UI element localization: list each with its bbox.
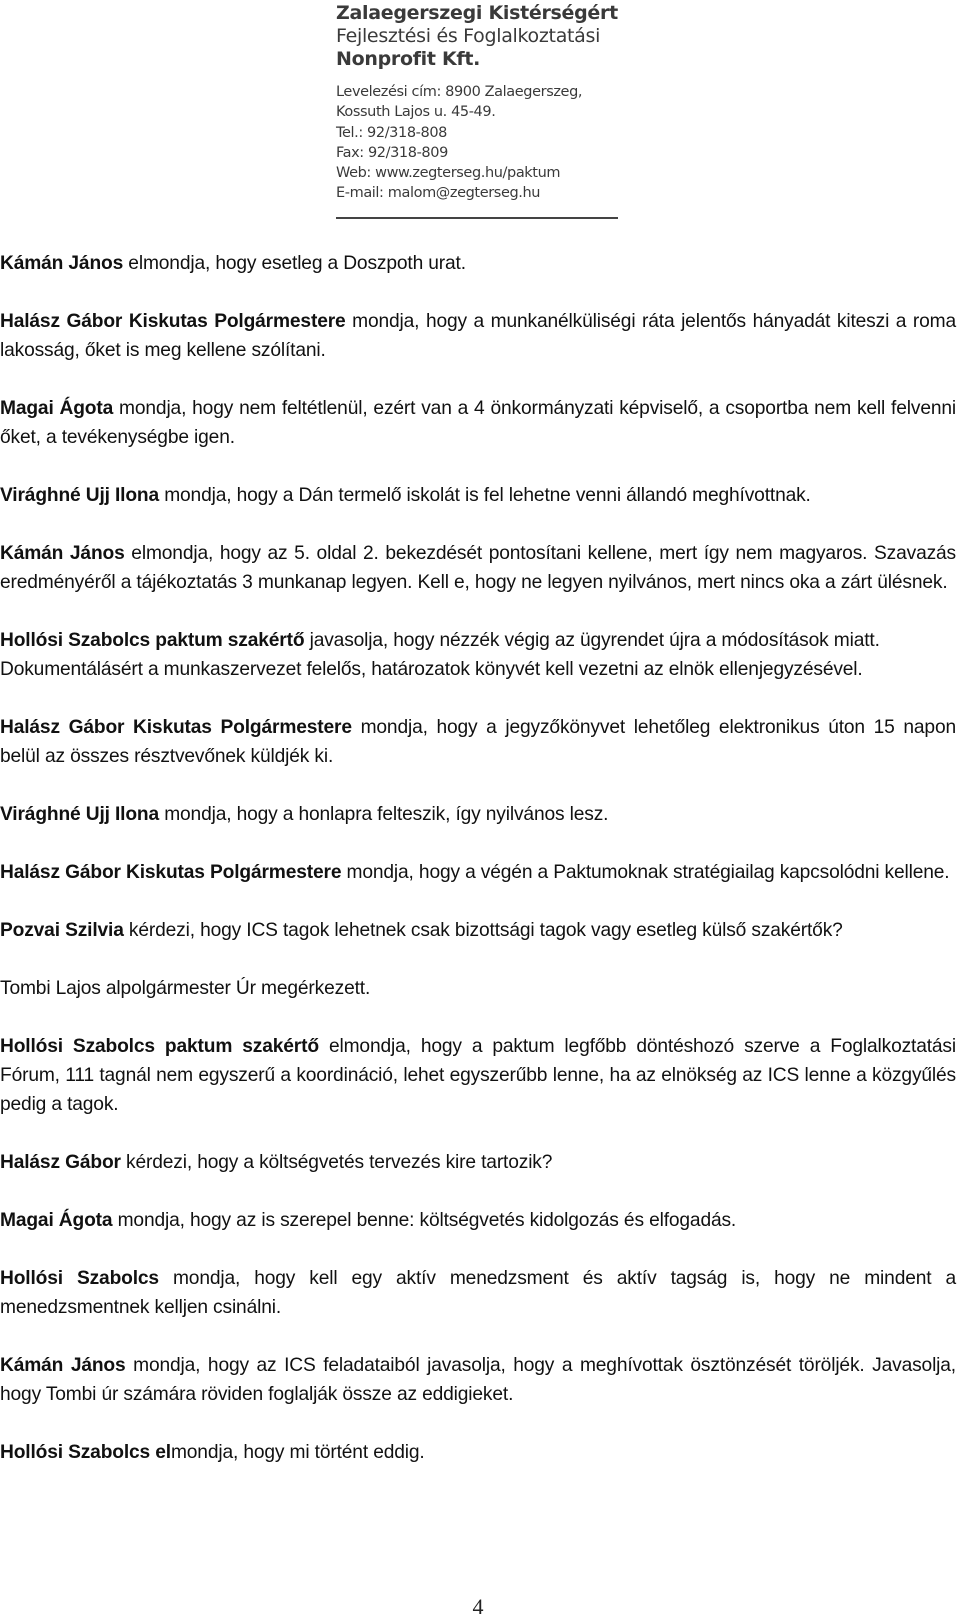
- paragraph: [0, 1351, 956, 1409]
- paragraph: [0, 1148, 956, 1177]
- letterhead: [336, 0, 618, 220]
- org-name-line-1: Zalaegerszegi Kistérségért: [336, 2, 618, 24]
- speaker-name: Halász Gábor Kiskutas Polgármestere: [0, 311, 346, 332]
- paragraph-text: mondja, hogy kell egy aktív menedzsment és aktív tagság is, hogy ne mindent a menedzsmentnek kelljen csinálni.: [0, 1268, 956, 1318]
- speaker-name: Hollósi Szabolcs el: [0, 1442, 171, 1463]
- org-name-line-3: Nonprofit Kft.: [336, 48, 481, 70]
- paragraph-text: mondja, hogy az is szerepel benne: költségvetés kidolgozás és elfogadás.: [112, 1210, 737, 1231]
- paragraph-text: mondja, hogy mi történt eddig.: [170, 1442, 425, 1463]
- paragraph: [0, 1032, 956, 1119]
- speaker-name: Hollósi Szabolcs paktum szakértő: [0, 1036, 319, 1057]
- speaker-name: Hollósi Szabolcs paktum szakértő: [0, 630, 305, 651]
- paragraph: [0, 249, 956, 278]
- paragraph-text: elmondja, hogy a paktum legfőbb döntéshozó szerve a Foglalkoztatási Fórum, 111 tagnál nem egyszerű a koordináció, lehet egyszerűbb lenne, ha az elnökség az ICS lenne a közgyűlés pedig a tagok.: [0, 1036, 956, 1115]
- letterhead-divider: [336, 217, 618, 219]
- paragraph: [0, 626, 956, 655]
- paragraph-text: elmondja, hogy esetleg a Doszpoth urat.: [123, 253, 466, 274]
- website: Web: www.zegterseg.hu/paktum: [336, 165, 561, 182]
- paragraph-text: kérdezi, hogy a költségvetés tervezés kire tartozik?: [120, 1152, 553, 1173]
- paragraph-text: Dokumentálásért a munkaszervezet felelős, határozatok könyvét kell vezetni az elnök ellenjegyzésével.: [0, 659, 863, 680]
- speaker-name: Virághné Ujj Ilona: [0, 485, 160, 506]
- speaker-name: Halász Gábor Kiskutas Polgármestere: [0, 862, 342, 883]
- speaker-name: Hollósi Szabolcs: [0, 1268, 159, 1289]
- paragraph: [0, 394, 956, 452]
- paragraph: [0, 800, 956, 829]
- paragraph: [0, 1264, 956, 1322]
- postal-address: Levelezési cím: 8900 Zalaegerszeg,: [336, 84, 583, 100]
- minutes-body: [0, 249, 956, 1496]
- speaker-name: Magai Ágota: [0, 1210, 113, 1231]
- paragraph: [0, 539, 956, 597]
- paragraph: [0, 858, 956, 887]
- email: E-mail: malom@zegterseg.hu: [336, 185, 541, 202]
- speaker-name: Halász Gábor: [0, 1152, 121, 1173]
- paragraph-text: javasolja, hogy nézzék végig az ügyrendet újra a módosítások miatt.: [304, 630, 880, 651]
- paragraph: [0, 974, 956, 1003]
- paragraph-text: mondja, hogy az ICS feladataiból javasolja, hogy a meghívottak ösztönzését töröljék. Javasolja, hogy Tombi úr számára röviden foglalják össze az eddigieket.: [0, 1355, 956, 1405]
- street-address: Kossuth Lajos u. 45-49.: [336, 104, 496, 121]
- paragraph: [0, 481, 956, 510]
- speaker-name: Pozvai Szilvia: [0, 920, 124, 941]
- paragraph-text: mondja, hogy nem feltétlenül, ezért van a 4 önkormányzati képviselő, a csoportba nem kell felvenni őket, a tevékenységbe igen.: [0, 398, 956, 448]
- speaker-name: Virághné Ujj Ilona: [0, 804, 160, 825]
- paragraph-text: elmondja, hogy az 5. oldal 2. bekezdését pontosítani kellene, mert így nem magyaros. Szavazás eredményéről a tájékoztatás 3 munkanap legyen. Kell e, hogy ne legyen nyilvános, mert nincs oka a zárt ülésnek.: [0, 543, 956, 593]
- speaker-name: Kámán János: [0, 253, 124, 274]
- page-number: 4: [472, 1594, 484, 1619]
- paragraph: [0, 307, 956, 365]
- paragraph: [0, 1206, 956, 1235]
- paragraph-text: mondja, hogy a végén a Paktumoknak stratégiailag kapcsolódni kellene.: [341, 862, 950, 883]
- paragraph-text: mondja, hogy a Dán termelő iskolát is fel lehetne venni állandó meghívottnak.: [159, 485, 811, 506]
- paragraph-text: kérdezi, hogy ICS tagok lehetnek csak bizottsági tagok vagy esetleg külső szakértők?: [123, 920, 843, 941]
- speaker-name: Kámán János: [0, 1355, 126, 1376]
- paragraph: [0, 713, 956, 771]
- paragraph: [0, 1438, 956, 1467]
- contact-info: [336, 82, 582, 204]
- paragraph-text: mondja, hogy a honlapra felteszik, így nyilvános lesz.: [159, 804, 609, 825]
- org-name-line-2: Fejlesztési és Foglalkoztatási: [336, 25, 601, 47]
- speaker-name: Halász Gábor Kiskutas Polgármestere: [0, 717, 352, 738]
- organization-name: [336, 2, 618, 71]
- paragraph-text: mondja, hogy a munkanélküliségi ráta jelentős hányadát kiteszi a roma lakosság, őket is meg kellene szólítani.: [0, 311, 956, 361]
- phone: Tel.: 92/318-808: [336, 124, 447, 141]
- paragraph-text: mondja, hogy a jegyzőkönyvet lehetőleg elektronikus úton 15 napon belül az összes résztvevőnek küldjék ki.: [0, 717, 956, 767]
- paragraph-text: Tombi Lajos alpolgármester Úr megérkezett.: [0, 978, 371, 999]
- fax: Fax: 92/318-809: [336, 144, 448, 161]
- paragraph: [0, 655, 956, 684]
- paragraph: [0, 916, 956, 945]
- speaker-name: Magai Ágota: [0, 398, 114, 419]
- speaker-name: Kámán János: [0, 543, 125, 564]
